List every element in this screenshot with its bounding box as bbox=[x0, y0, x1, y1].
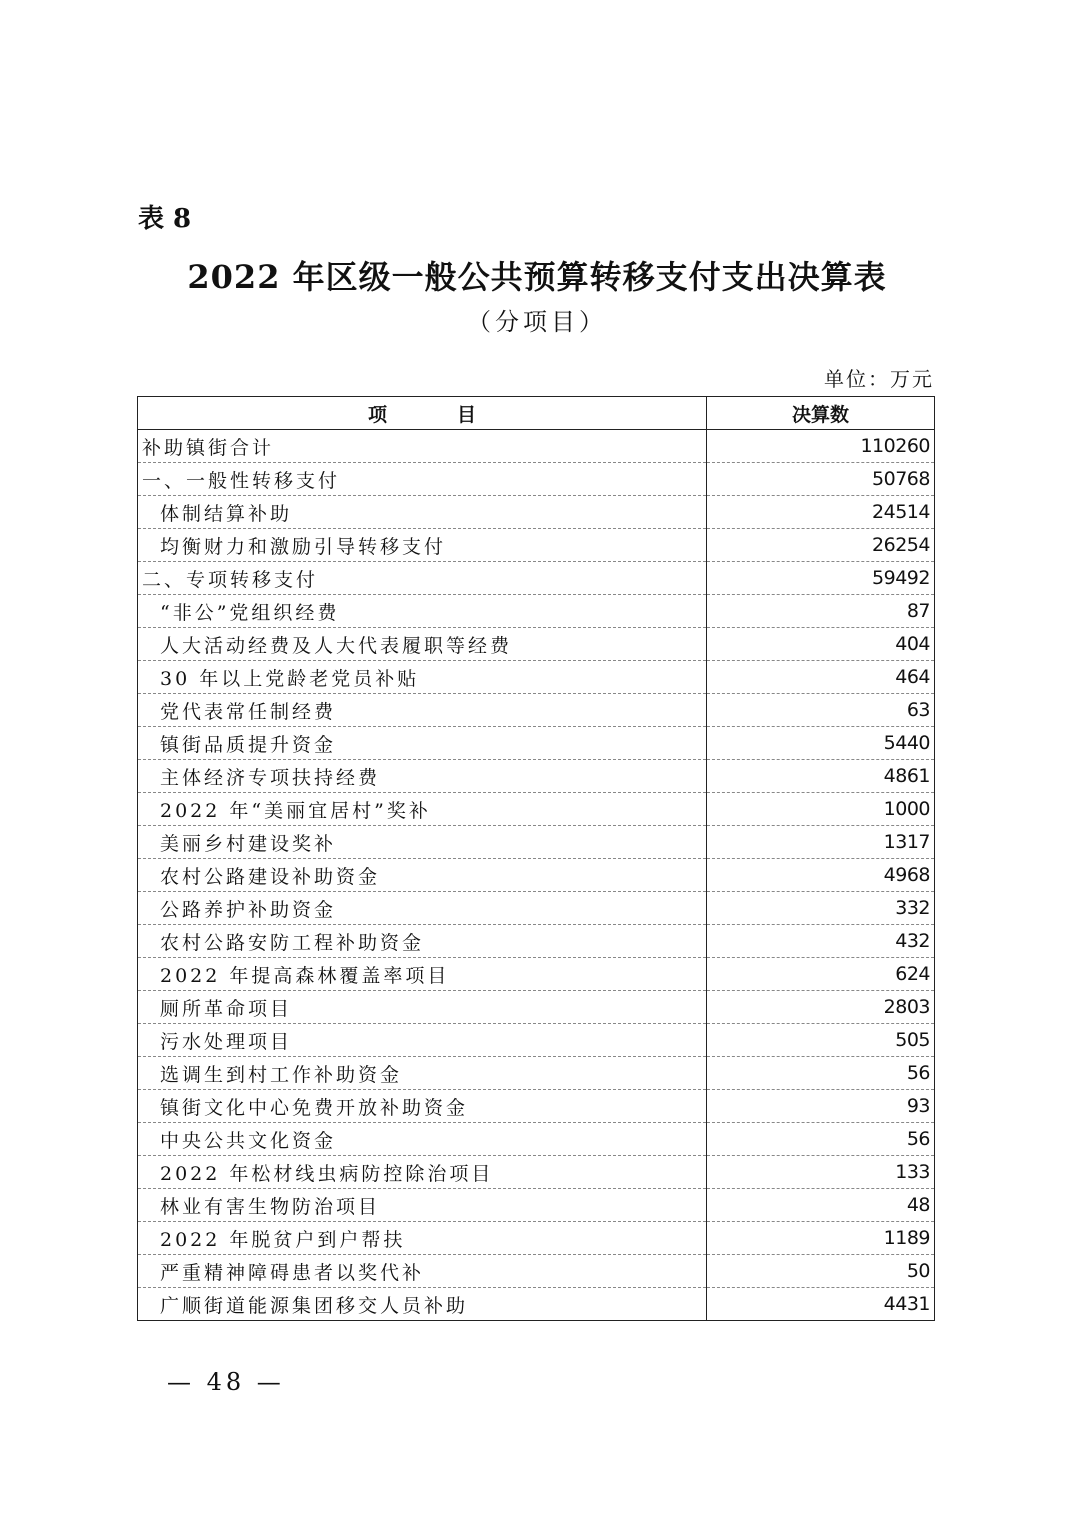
row-item-name: 2022 年脱贫户到户帮扶 bbox=[138, 1222, 707, 1255]
row-value: 1317 bbox=[707, 826, 935, 859]
table-row bbox=[138, 727, 935, 760]
table-row bbox=[138, 1024, 935, 1057]
row-value: 464 bbox=[707, 661, 935, 694]
row-item-name: 严重精神障碍患者以奖代补 bbox=[138, 1255, 707, 1288]
row-value: 26254 bbox=[707, 529, 935, 562]
row-value: 50768 bbox=[707, 463, 935, 496]
table-row bbox=[138, 562, 935, 595]
table-row bbox=[138, 1123, 935, 1156]
row-item-name: 主体经济专项扶持经费 bbox=[138, 760, 707, 793]
column-header-value: 决算数 bbox=[707, 397, 935, 430]
table-row bbox=[138, 1057, 935, 1090]
row-item-name: 人大活动经费及人大代表履职等经费 bbox=[138, 628, 707, 661]
table-header-row bbox=[138, 397, 935, 430]
row-item-name: 中央公共文化资金 bbox=[138, 1123, 707, 1156]
row-item-name: 农村公路建设补助资金 bbox=[138, 859, 707, 892]
row-value: 59492 bbox=[707, 562, 935, 595]
row-value: 624 bbox=[707, 958, 935, 991]
table-body bbox=[138, 430, 935, 1321]
row-value: 1189 bbox=[707, 1222, 935, 1255]
row-value: 4861 bbox=[707, 760, 935, 793]
row-value: 56 bbox=[707, 1123, 935, 1156]
unit-label: 单位：万元 bbox=[824, 367, 934, 391]
row-item-name: 30 年以上党龄老党员补贴 bbox=[138, 661, 707, 694]
row-value: 87 bbox=[707, 595, 935, 628]
table-row bbox=[138, 1255, 935, 1288]
table-row bbox=[138, 1189, 935, 1222]
page-number: — 48 — bbox=[167, 1368, 285, 1396]
row-value: 505 bbox=[707, 1024, 935, 1057]
row-item-name: 污水处理项目 bbox=[138, 1024, 707, 1057]
row-value: 432 bbox=[707, 925, 935, 958]
row-value: 5440 bbox=[707, 727, 935, 760]
row-item-name: 2022 年提高森林覆盖率项目 bbox=[138, 958, 707, 991]
table-row bbox=[138, 694, 935, 727]
row-value: 110260 bbox=[707, 430, 935, 463]
table-row bbox=[138, 430, 935, 463]
page-subtitle: （分项目） bbox=[467, 308, 607, 336]
row-item-name: 一、一般性转移支付 bbox=[138, 463, 707, 496]
table-label: 表 8 bbox=[138, 204, 192, 234]
table-row bbox=[138, 661, 935, 694]
table-row bbox=[138, 793, 935, 826]
budget-table bbox=[137, 396, 935, 1321]
row-value: 63 bbox=[707, 694, 935, 727]
table-row bbox=[138, 463, 935, 496]
column-header-item-label: 项目 bbox=[367, 403, 546, 426]
table-row bbox=[138, 1156, 935, 1189]
row-value: 404 bbox=[707, 628, 935, 661]
row-value: 93 bbox=[707, 1090, 935, 1123]
row-value: 1000 bbox=[707, 793, 935, 826]
row-value: 133 bbox=[707, 1156, 935, 1189]
table-row bbox=[138, 991, 935, 1024]
row-item-name: 均衡财力和激励引导转移支付 bbox=[138, 529, 707, 562]
row-item-name: 广顺街道能源集团移交人员补助 bbox=[138, 1288, 707, 1321]
table-row bbox=[138, 1288, 935, 1321]
row-value: 4968 bbox=[707, 859, 935, 892]
row-item-name: 厕所革命项目 bbox=[138, 991, 707, 1024]
table-row bbox=[138, 1090, 935, 1123]
table-row bbox=[138, 595, 935, 628]
table-row bbox=[138, 529, 935, 562]
page-title: 2022 年区级一般公共预算转移支付支出决算表 bbox=[187, 258, 887, 296]
row-item-name: 2022 年松材线虫病防控除治项目 bbox=[138, 1156, 707, 1189]
row-value: 50 bbox=[707, 1255, 935, 1288]
row-value: 56 bbox=[707, 1057, 935, 1090]
row-item-name: 美丽乡村建设奖补 bbox=[138, 826, 707, 859]
row-item-name: 镇街品质提升资金 bbox=[138, 727, 707, 760]
row-item-name: 补助镇街合计 bbox=[138, 430, 707, 463]
row-item-name: 党代表常任制经费 bbox=[138, 694, 707, 727]
table-row bbox=[138, 496, 935, 529]
row-item-name: 农村公路安防工程补助资金 bbox=[138, 925, 707, 958]
table-row bbox=[138, 958, 935, 991]
table-row bbox=[138, 1222, 935, 1255]
table-row bbox=[138, 859, 935, 892]
table-row bbox=[138, 826, 935, 859]
table-row bbox=[138, 628, 935, 661]
column-header-item bbox=[138, 397, 707, 430]
row-item-name: 二、专项转移支付 bbox=[138, 562, 707, 595]
table-row bbox=[138, 892, 935, 925]
row-item-name: 选调生到村工作补助资金 bbox=[138, 1057, 707, 1090]
row-item-name: 体制结算补助 bbox=[138, 496, 707, 529]
row-value: 48 bbox=[707, 1189, 935, 1222]
row-item-name: 镇街文化中心免费开放补助资金 bbox=[138, 1090, 707, 1123]
row-value: 24514 bbox=[707, 496, 935, 529]
table-row bbox=[138, 925, 935, 958]
row-value: 2803 bbox=[707, 991, 935, 1024]
row-value: 4431 bbox=[707, 1288, 935, 1321]
row-item-name: 2022 年“美丽宜居村”奖补 bbox=[138, 793, 707, 826]
table-row bbox=[138, 760, 935, 793]
row-item-name: 公路养护补助资金 bbox=[138, 892, 707, 925]
row-value: 332 bbox=[707, 892, 935, 925]
row-item-name: 林业有害生物防治项目 bbox=[138, 1189, 707, 1222]
row-item-name: “非公”党组织经费 bbox=[138, 595, 707, 628]
